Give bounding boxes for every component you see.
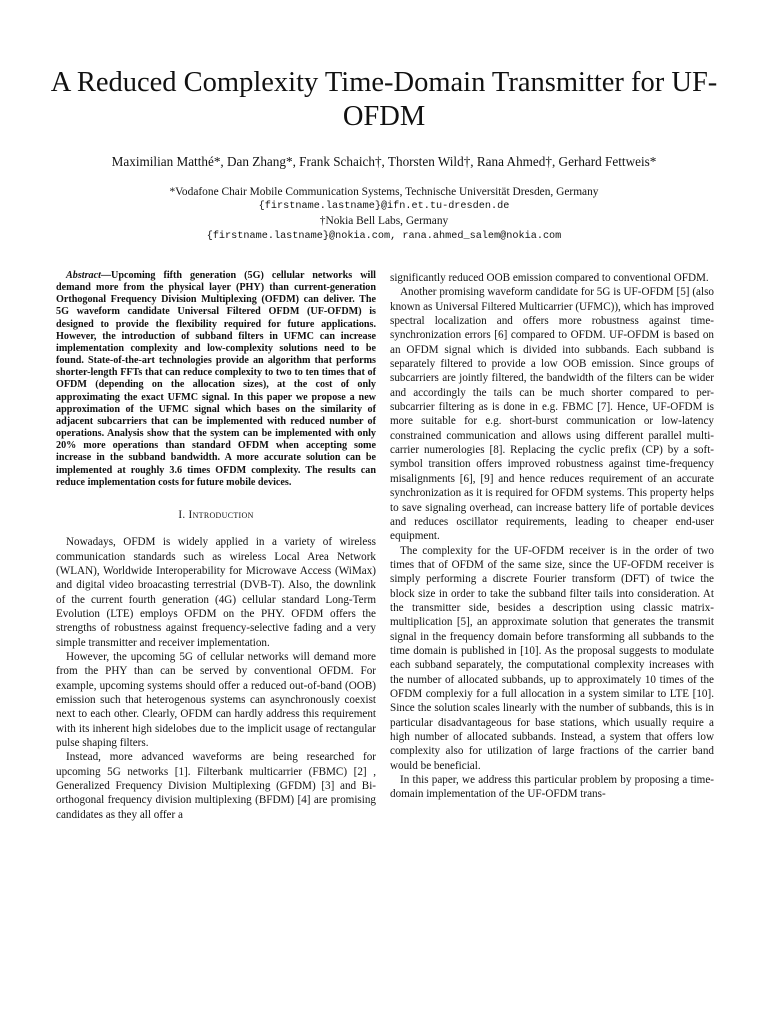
- right-paragraph-proposal: In this paper, we address this particular problem by proposing a time-domain implementation of the UF-OFDM trans-: [390, 774, 714, 801]
- abstract-lead: Abstract: [66, 270, 101, 281]
- paper-title: A Reduced Complexity Time-Domain Transmitter for UF-OFDM: [50, 67, 718, 132]
- left-column: [56, 270, 376, 822]
- intro-paragraph-2: However, the upcoming 5G of cellular networks will demand more from the PHY than can be served by conventional OFDM. For example, upcoming systems should offer a reduced out-of-band (OOB) emission such that heterogenous systems can asynchronously coexist next to each other. Clearly, OFDM can hardly address this requirement with its inherent high sidelobes due to the implicit usage of rectangular pulse shaping filters.: [56, 650, 376, 749]
- intro-paragraph-3: Instead, more advanced waveforms are being researched for upcoming 5G networks [1]. Filterbank multicarrier (FBMC) [2] , Generalized Frequency Division Multiplexing (GFDM) [3] and Bi-orthogonal frequency division multiplexing (BFDM) [4] are promising candidates as they all offer a: [56, 751, 376, 821]
- author-list: Maximilian Matthé*, Dan Zhang*, Frank Schaich†, Thorsten Wild†, Rana Ahmed†, Gerhard Fettweis*: [111, 154, 657, 169]
- affiliation-nokia: †Nokia Bell Labs, Germany: [319, 215, 449, 227]
- intro-paragraph-1: Nowadays, OFDM is widely applied in a variety of wireless communication standards such as wireless Local Area Network (WLAN), Worldwide Interoperability for Microwave Access (WiMax) and digital video broacasting terrestrial (DVB-T). Also, the downlink of the current fourth generation (4G) cellular standard Long-Term Evolution (LTE) employs OFDM on the PHY. OFDM offers the strengths of robustness against frequency-selective fading and a very simple transmitter and receiver implementation.: [56, 536, 376, 649]
- right-paragraph-ufofdm: Another promising waveform candidate for 5G is UF-OFDM [5] (also known as Universal Filtered Multicarrier (UFMC)), which has improved spectral localization and offers more robustness against time-synchronization errors [6] compared to OFDM. UF-OFDM is based on an OFDM signal which is divided into subbands. Each subband is separately filtered to provide a low OOB emission. Since groups of subcarriers are jointly filtered, the bandwidth of the filters can be wider and accordingly the tails can be much shorter compared to per-subcarrier filtering as is done in e.g. FBMC [7]. Hence, UF-OFDM is more suitable for e.g. short-burst communication or low-latency constrained communication and allows using different parallel multi-carrier numerologies [8]. Replacing the cyclic prefix (CP) by a soft-symbol transition offers improved robustness against time-frequency misalignments [6], [9] and hence reduces requirement of an accurate synchronization as it is required for OFDM systems. This property helps to save signaling overhead, can increase battery life of portable devices and reduces oscillator requirements, leading to cheaper end-user equipment.: [390, 286, 714, 543]
- affiliation-dresden: *Vodafone Chair Mobile Communication Systems, Technische Universität Dresden, Germany: [169, 186, 599, 198]
- right-paragraph-complexity: The complexity for the UF-OFDM receiver is in the order of two times that of OFDM of the same size, since the UF-OFDM receiver is simply performing a discrete Fourier transform (DFT) of twice the block size in order to take the subband filter tails into consideration. At the transmitter side, besides a description using classic matrix-multiplication [5], an approximate solution that generates the transmit signal in the frequency domain before transforming all subbands to the time domain is published in [10]. As the proposal suggests to modulate each subband separately, the computational complexity increases with the number of allocated subbands, up to approximately 10 times of the OFDM complexiy for a full allocation in a system similar to LTE [10]. Since the solution scales linearly with the number of subbands, this is in particular disadvantageous for base stations, which usually require a high number of allocated subbands. Instead, a system that offers low complexity also for utilization of large fractions of the carrier band would be beneficial.: [390, 544, 714, 772]
- abstract: [56, 270, 376, 489]
- section-heading-introduction: I. Introduction: [178, 508, 254, 521]
- abstract-text: —Upcoming fifth generation (5G) cellular networks will demand more from the physical layer (PHY) than current-generation Orthogonal Frequency Division Multiplexing (OFDM) can deliver. The 5G waveform candidate Universal Filtered OFDM (UF-OFDM) is designed to provide the flexibility required for future applications. However, the introduction of subband filters in UFMC can increase implementation complexity and low-complexity solutions need to be found. State-of-the-art technologies provide an algorithm that performs shorter-length FFTs that can reduce complexity to two to ten times that of OFDM (depending on the allocation sizes), at the cost of only approximating the exact UFMC signal. In this paper we propose a new approximation of the UFMC signal which bases on the similarity of adjacent subcarriers that can be implemented with reduced number of operations. Analysis show that the system can be implemented with only 20% more operations than standard OFDM when accepting some increase in the subband bandwidth. A more accurate solution can be implemented at roughly 3.6 times OFDM complexity. The results can reduce implementation costs for future mobile devices.: [56, 270, 376, 488]
- email-nokia: {firstname.lastname}@nokia.com, rana.ahmed_salem@nokia.com: [206, 231, 562, 242]
- right-column: [390, 271, 714, 802]
- email-dresden: {firstname.lastname}@ifn.et.tu-dresden.de: [258, 201, 510, 212]
- right-paragraph-continued: significantly reduced OOB emission compared to conventional OFDM.: [390, 272, 709, 284]
